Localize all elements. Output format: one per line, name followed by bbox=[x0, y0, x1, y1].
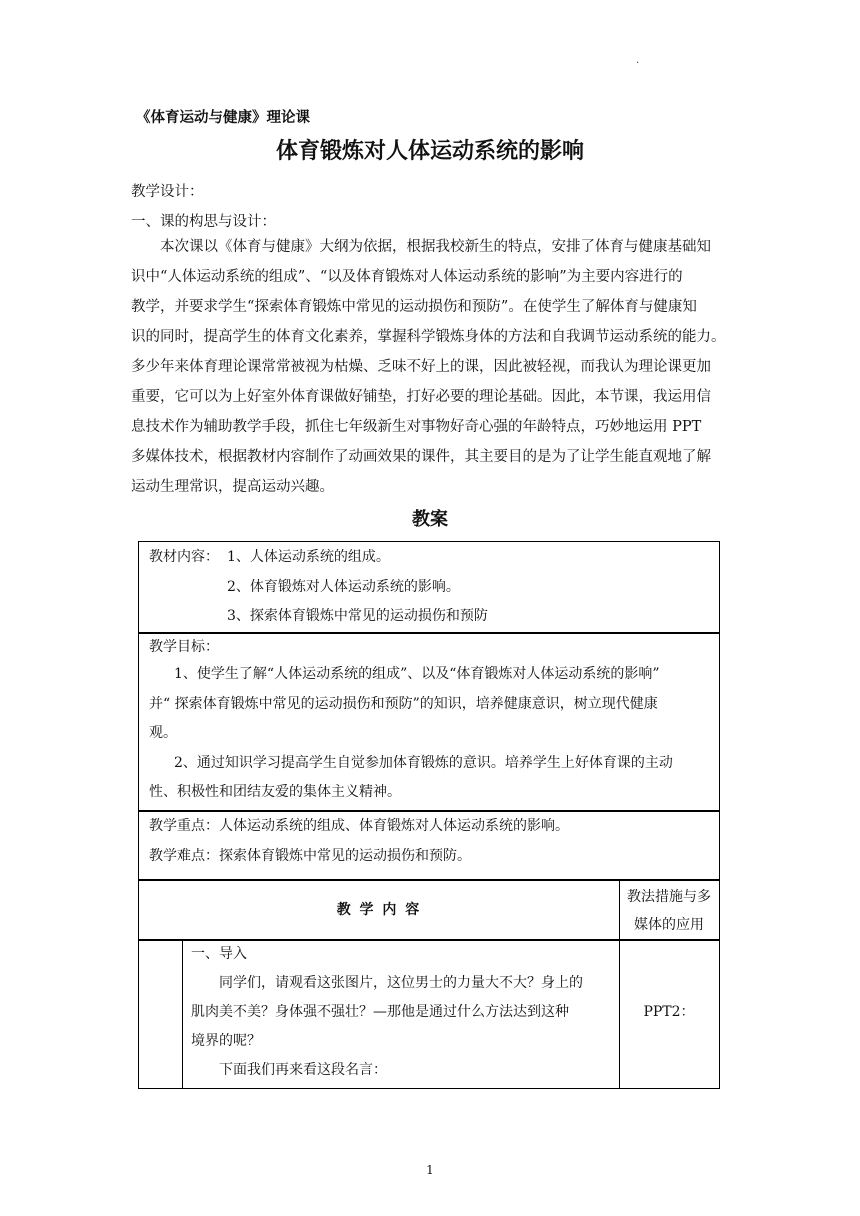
intro-line: 下面我们再来看这段名言： bbox=[219, 1062, 387, 1078]
page-dot: · bbox=[636, 58, 640, 69]
objectives-line: 1、使学生了解“人体运动系统的组成”、以及“体育锻炼对人体运动系统的影响” bbox=[174, 666, 660, 682]
objectives-line: 性、积极性和团结友爱的集体主义精神。 bbox=[149, 784, 401, 800]
objectives-cell bbox=[138, 632, 720, 812]
design-heading: 教学设计： bbox=[131, 184, 204, 200]
paragraph-line: 息技术作为辅助教学手段，抓住七年级新生对事物好奇心强的年龄特点，巧妙地运用 PPT bbox=[131, 419, 702, 435]
methods-header-line: 媒体的应用 bbox=[634, 917, 704, 933]
intro-line: 境界的呢？ bbox=[191, 1033, 261, 1049]
design-paragraph bbox=[131, 232, 731, 502]
column-divider bbox=[182, 940, 183, 1088]
key-points-cell bbox=[138, 810, 720, 881]
objectives-line: 并“ 探索体育锻炼中常见的运动损伤和预防”的知识，培养健康意识，树立现代健康 bbox=[149, 696, 658, 712]
materials-item: 1、人体运动系统的组成。 bbox=[227, 549, 390, 565]
paragraph-line: 多媒体技术，根据教材内容制作了动画效果的课件，其主要目的是为了让学生能直观地了解 bbox=[131, 449, 711, 465]
page-title: 体育锻炼对人体运动系统的影响 bbox=[275, 139, 584, 164]
key-point: 教学重点：人体运动系统的组成、体育锻炼对人体运动系统的影响。 bbox=[149, 818, 569, 834]
table-header-row bbox=[138, 879, 720, 941]
page-number: 1 bbox=[426, 1163, 434, 1177]
difficulty-point: 教学难点：探索体育锻炼中常见的运动损伤和预防。 bbox=[149, 848, 471, 864]
materials-label: 教材内容： bbox=[149, 549, 219, 565]
intro-line: 肌肉美不美？身体强不强壮？—那他是通过什么方法达到这种 bbox=[191, 1004, 569, 1020]
paragraph-line: 识的同时，提高学生的体育文化素养，掌握科学锻炼身体的方法和自我调节运动系统的能力。 bbox=[131, 329, 726, 345]
materials-cell bbox=[138, 541, 720, 634]
methods-column-header bbox=[620, 883, 718, 939]
methods-header-line: 教法措施与多 bbox=[627, 889, 711, 905]
paragraph-line: 多少年来体育理论课常常被视为枯燥、乏味不好上的课，因此被轻视，而我认为理论课更加 bbox=[131, 359, 711, 375]
paragraph-line: 教学，并要求学生“探索体育锻炼中常见的运动损伤和预防”。在使学生了解体育与健康知 bbox=[131, 299, 697, 315]
paragraph-line: 识中“人体运动系统的组成”、“以及体育锻炼对人体运动系统的影响”为主要内容进行的 bbox=[131, 269, 683, 285]
media-note: PPT2： bbox=[643, 1004, 695, 1020]
intro-row bbox=[138, 939, 720, 1089]
objectives-label: 教学目标： bbox=[149, 639, 219, 655]
paragraph-line: 本次课以《体育与健康》大纲为依据，根据我校新生的特点，安排了体育与健康基础知 bbox=[160, 239, 711, 255]
course-label: 《体育运动与健康》理论课 bbox=[136, 110, 310, 126]
paragraph-line: 重要，它可以为上好室外体育课做好铺垫，打好必要的理论基础。因此，本节课，我运用信 bbox=[131, 389, 711, 405]
intro-line: 同学们，请观看这张图片，这位男士的力量大不大？身上的 bbox=[219, 975, 583, 991]
lesson-plan-heading: 教案 bbox=[412, 509, 448, 530]
intro-heading: 一、导入 bbox=[191, 946, 247, 962]
objectives-line: 2、通过知识学习提高学生自觉参加体育锻炼的意识。培养学生上好体育课的主动 bbox=[174, 755, 673, 771]
objectives-line: 观。 bbox=[149, 725, 177, 741]
materials-item: 2、体育锻炼对人体运动系统的影响。 bbox=[227, 579, 460, 595]
design-subheading: 一、课的构思与设计： bbox=[131, 214, 276, 230]
paragraph-line: 运动生理常识，提高运动兴趣。 bbox=[131, 479, 334, 495]
content-column-header: 教 学 内 容 bbox=[336, 902, 422, 918]
materials-item: 3、探索体育锻炼中常见的运动损伤和预防 bbox=[227, 608, 488, 624]
